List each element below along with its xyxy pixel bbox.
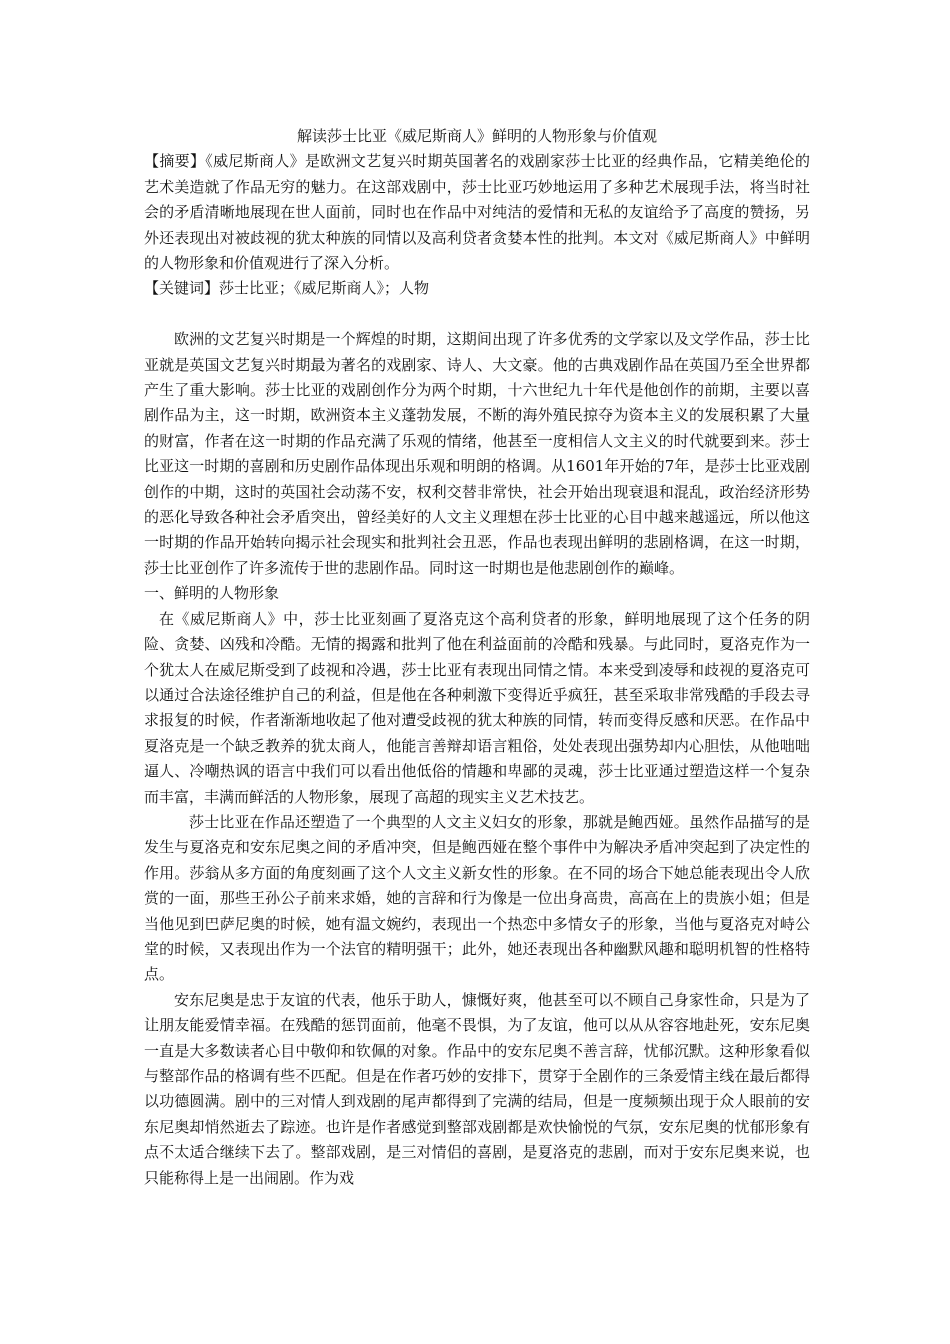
document-title: 解读莎士比亚《威尼斯商人》鲜明的人物形象与价值观 [296,127,657,145]
section-heading: 一、鲜明的人物形象 [144,584,280,603]
document-page [144,124,810,1191]
abstract-paragraph: 【摘要】《威尼斯商人》是欧洲文艺复兴时期英国著名的戏剧家莎士比亚的经典作品，它精美绝伦的艺术美造就了作品无穷的魅力。在这部戏剧中，莎士比亚巧妙地运用了多种艺术展现手法，将当时社会的矛盾清晰地展现在世人面前，同时也在作品中对纯洁的爱情和无私的友谊给予了高度的赞扬，另外还表现出对被歧视的犹太种族的同情以及高利贷者贪婪本性的批判。本文对《威尼斯商人》中鲜明的人物形象和价值观进行了深入分析。 [144,152,810,273]
portia-paragraph: 莎士比亚在作品还塑造了一个典型的人文主义妇女的形象，那就是鲍西娅。虽然作品描写的是发生与夏洛克和安东尼奥之间的矛盾冲突，但是鲍西娅在整个事件中为解决矛盾冲突起到了决定性的作用。莎翁从多方面的角度刻画了这个人文主义新女性的形象。在不同的场合下她总能表现出令人欣赏的一面，那些王孙公子前来求婚，她的言辞和行为像是一位出身高贵，高高在上的贵族小姐；但是当他见到巴萨尼奥的时候，她有温文婉约，表现出一个热恋中多情女子的形象，当他与夏洛克对峙公堂的时候，又表现出作为一个法官的精明强干；此外，她还表现出各种幽默风趣和聪明机智的性格特点。 [144,812,810,984]
shylock-paragraph: 在《威尼斯商人》中，莎士比亚刻画了夏洛克这个高利贷者的形象，鲜明地展现了这个任务的阴险、贪婪、凶残和冷酷。无情的揭露和批判了他在利益面前的冷酷和残暴。与此同时，夏洛克作为一个犹太人在威尼斯受到了歧视和冷遇，莎士比亚有表现出同情之情。本来受到凌辱和歧视的夏洛克可以通过合法途径维护自己的利益，但是他在各种刺激下变得近乎疯狂，甚至采取非常残酷的手段去寻求报复的时候，作者渐渐地收起了他对遭受歧视的犹太种族的同情，转而变得反感和厌恶。在作品中夏洛克是一个缺乏教养的犹太商人，他能言善辩却语言粗俗，处处表现出强势却内心胆怯，从他咄咄逼人、冷嘲热讽的语言中我们可以看出他低俗的情趣和卑鄙的灵魂，莎士比亚通过塑造这样一个复杂而丰富，丰满而鲜活的人物形象，展现了高超的现实主义艺术技艺。 [144,609,810,806]
intro-paragraph: 欧洲的文艺复兴时期是一个辉煌的时期，这期间出现了许多优秀的文学家以及文学作品，莎士比亚就是英国文艺复兴时期最为著名的戏剧家、诗人、大文豪。他的古典戏剧作品在英国乃至全世界都产生了重大影响。莎士比亚的戏剧创作分为两个时期，十六世纪九十年代是他创作的前期，主要以喜剧作品为主，这一时期，欧洲资本主义蓬勃发展，不断的海外殖民掠夺为资本主义的发展积累了大量的财富，作者在这一时期的作品充满了乐观的情绪，他甚至一度相信人文主义的时代就要到来。莎士比亚这一时期的喜剧和历史剧作品体现出乐观和明朗的格调。从1601年开始的7年，是莎士比亚戏剧创作的中期，这时的英国社会动荡不安，权利交替非常快，社会开始出现衰退和混乱，政治经济形势的恶化导致各种社会矛盾突出，曾经美好的人文主义理想在莎士比亚的心目中越来越遥远，所以他这一时期的作品开始转向揭示社会现实和批判社会丑恶，作品也表现出鲜明的悲剧格调，在这一时期，莎士比亚创作了许多流传于世的悲剧作品。同时这一时期也是他悲剧创作的巅峰。 [144,330,810,577]
antonio-paragraph: 安东尼奥是忠于友谊的代表，他乐于助人，慷慨好爽，他甚至可以不顾自己身家性命，只是为了让朋友能爱情幸福。在残酷的惩罚面前，他毫不畏惧，为了友谊，他可以从从容容地赴死，安东尼奥一直是大多数读者心目中敬仰和钦佩的对象。作品中的安东尼奥不善言辞，忧郁沉默。这种形象看似与整部作品的格调有些不匹配。但是在作者巧妙的安排下，贯穿于全剧作的三条爱情主线在最后都得以功德圆满。剧中的三对情人到戏剧的尾声都得到了完满的结局，但是一度频频出现于众人眼前的安东尼奥却悄然逝去了踪迹。也许是作者感觉到整部戏剧都是欢快愉悦的气氛，安东尼奥的忧郁形象有点不太适合继续下去了。整部戏剧，是三对情侣的喜剧，是夏洛克的悲剧，而对于安东尼奥来说，也只能称得上是一出闹剧。作为戏 [144,990,810,1187]
keywords-line: 【关键词】莎士比亚；《威尼斯商人》；人物 [144,279,430,298]
blank-line [144,302,810,327]
